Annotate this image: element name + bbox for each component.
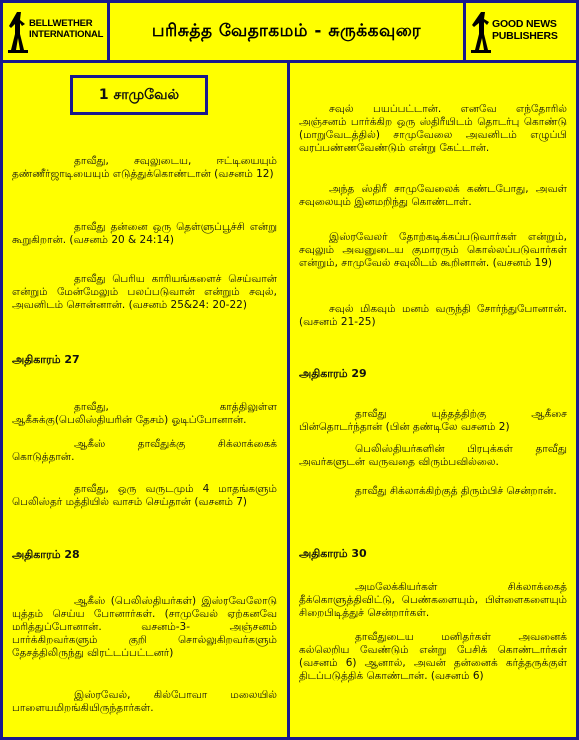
page-title: பரிசுத்த வேதாகமம் - சுருக்கவுரை (151, 20, 422, 41)
good-news-logo (463, 3, 576, 60)
column-divider (287, 60, 290, 737)
runner-figure-icon (470, 10, 492, 54)
paragraph: இஸ்ரவேலர் தோற்கடிக்கப்படுவார்கள் என்றும், சவுலும் அவனுடைய குமாரரும் கொல்லப்படுவார்கள் என்றும், சாமுவேல் சவுலிடம் கூறினான். (வசனம் 19) (299, 231, 567, 269)
chapter-heading: அதிகாரம் 30 (299, 547, 367, 560)
paragraph: தாவீது, சவுலுடைய, ஈட்டியையும் தண்ணீர்ஜாடியையும் எடுத்துக்கொண்டான் (வசனம் 12) (12, 155, 277, 180)
chapter-heading: அதிகாரம் 29 (299, 367, 367, 380)
title-cell (110, 3, 463, 60)
right-logo-text: GOOD NEWS PUBLISHERS (492, 18, 558, 42)
bell-figure-icon (7, 10, 29, 54)
book-title-box (70, 75, 208, 115)
paragraph: இஸ்ரவேல், கில்போவா மலையில் பாளையமிறங்கியிருந்தார்கள். (12, 689, 277, 714)
paragraph: தாவீது சிக்லாக்கிற்குத் திரும்பிச் சென்றான். (355, 485, 557, 497)
paragraph: ஆகீஸ் (பெலிஸ்தியர்கள்) இஸ்ரவேலோடு யுத்தம் செய்ய போனார்கள். (சாமுவேல் ஏற்கனவே மரித்துப்போனான். வசனம்-3- அஞ்சனம் பார்க்கிறவர்களும் குறி சொல்லுகிறவர்களும் தேசத்திலிருந்து விரட்டப்பட்டனர்) (12, 595, 277, 659)
paragraph: பெலிஸ்தியர்களின் பிரபுக்கள் தாவீது அவர்களுடன் வருவதை விரும்பவில்லை. (299, 443, 567, 468)
paragraph: தாவீது பெரிய காரியங்களைச் செய்வான் என்றும் மேன்மேலும் பலப்படுவான் என்றும் சவுல், அவனிடம் சொன்னான். (வசனம் 25&24: 20-22) (12, 273, 277, 311)
paragraph: அமலேக்கியர்கள் சிக்லாக்கைத் தீக்கொளுத்திவிட்டு, பெண்களையும், பிள்ளைகளையும் சிறைபிடித்துச் சென்றார்கள். (299, 581, 567, 619)
paragraph: தாவீதுடைய மனிதர்கள் அவனைக் கல்லெறிய வேண்டும் என்று பேசிக் கொண்டார்கள் (வசனம் 6) ஆனால், அவன் தன்னைக் கர்த்தருக்குள் திடப்படுத்திக் கொண்டான். (வசனம் 6) (299, 631, 567, 682)
chapter-heading: அதிகாரம் 28 (12, 548, 80, 561)
paragraph: தாவீது தன்னை ஒரு தெள்ளுப்பூச்சி என்று கூறுகிறான். (வசனம் 20 & 24:14) (12, 221, 277, 246)
book-title: 1 சாமுவேல் (98, 86, 180, 103)
paragraph: தாவீது, ஒரு வருடமும் 4 மாதங்களும் பெலிஸ்தர் மத்தியில் வாசம் செய்தான் (வசனம் 7) (12, 483, 277, 508)
chapter-heading: அதிகாரம் 27 (12, 353, 80, 366)
header (3, 3, 576, 63)
bellwether-logo (3, 3, 110, 60)
left-logo-text: BELLWETHER INTERNATIONAL (29, 18, 104, 40)
paragraph: தாவீது யுத்தத்திற்கு ஆகீசை பின்தொடர்ந்தான் (பின் தண்டிலே வசனம் 2) (299, 408, 567, 433)
paragraph: அந்த ஸ்திரீ சாமுவேலைக் கண்டபோது, அவள் சவுலையும் இனமறிந்து கொண்டாள். (299, 183, 567, 208)
paragraph: சவுல் பயப்பட்டான். எனவே எந்தோரில் அஞ்சனம் பார்க்கிற ஒரு ஸ்திரீயிடம் தொடர்பு கொண்டு (மாறுவேடத்தில்) சாமுவேலை அவனிடம் எழுப்பி வரப்பண்ணவேண்டும் என்று கேட்டான். (299, 103, 567, 154)
paragraph: ஆகீஸ் தாவீதுக்கு சிக்லாக்கைக் கொடுத்தான். (12, 438, 277, 463)
paragraph: சவுல் மிகவும் மனம் வருந்தி சோர்ந்துபோனான். (வசனம் 21-25) (299, 303, 567, 328)
paragraph: தாவீது, காத்திலுள்ள ஆகீசுக்கு(பெலிஸ்தியரின் தேசம்) ஓடிப்போனான். (12, 401, 277, 426)
